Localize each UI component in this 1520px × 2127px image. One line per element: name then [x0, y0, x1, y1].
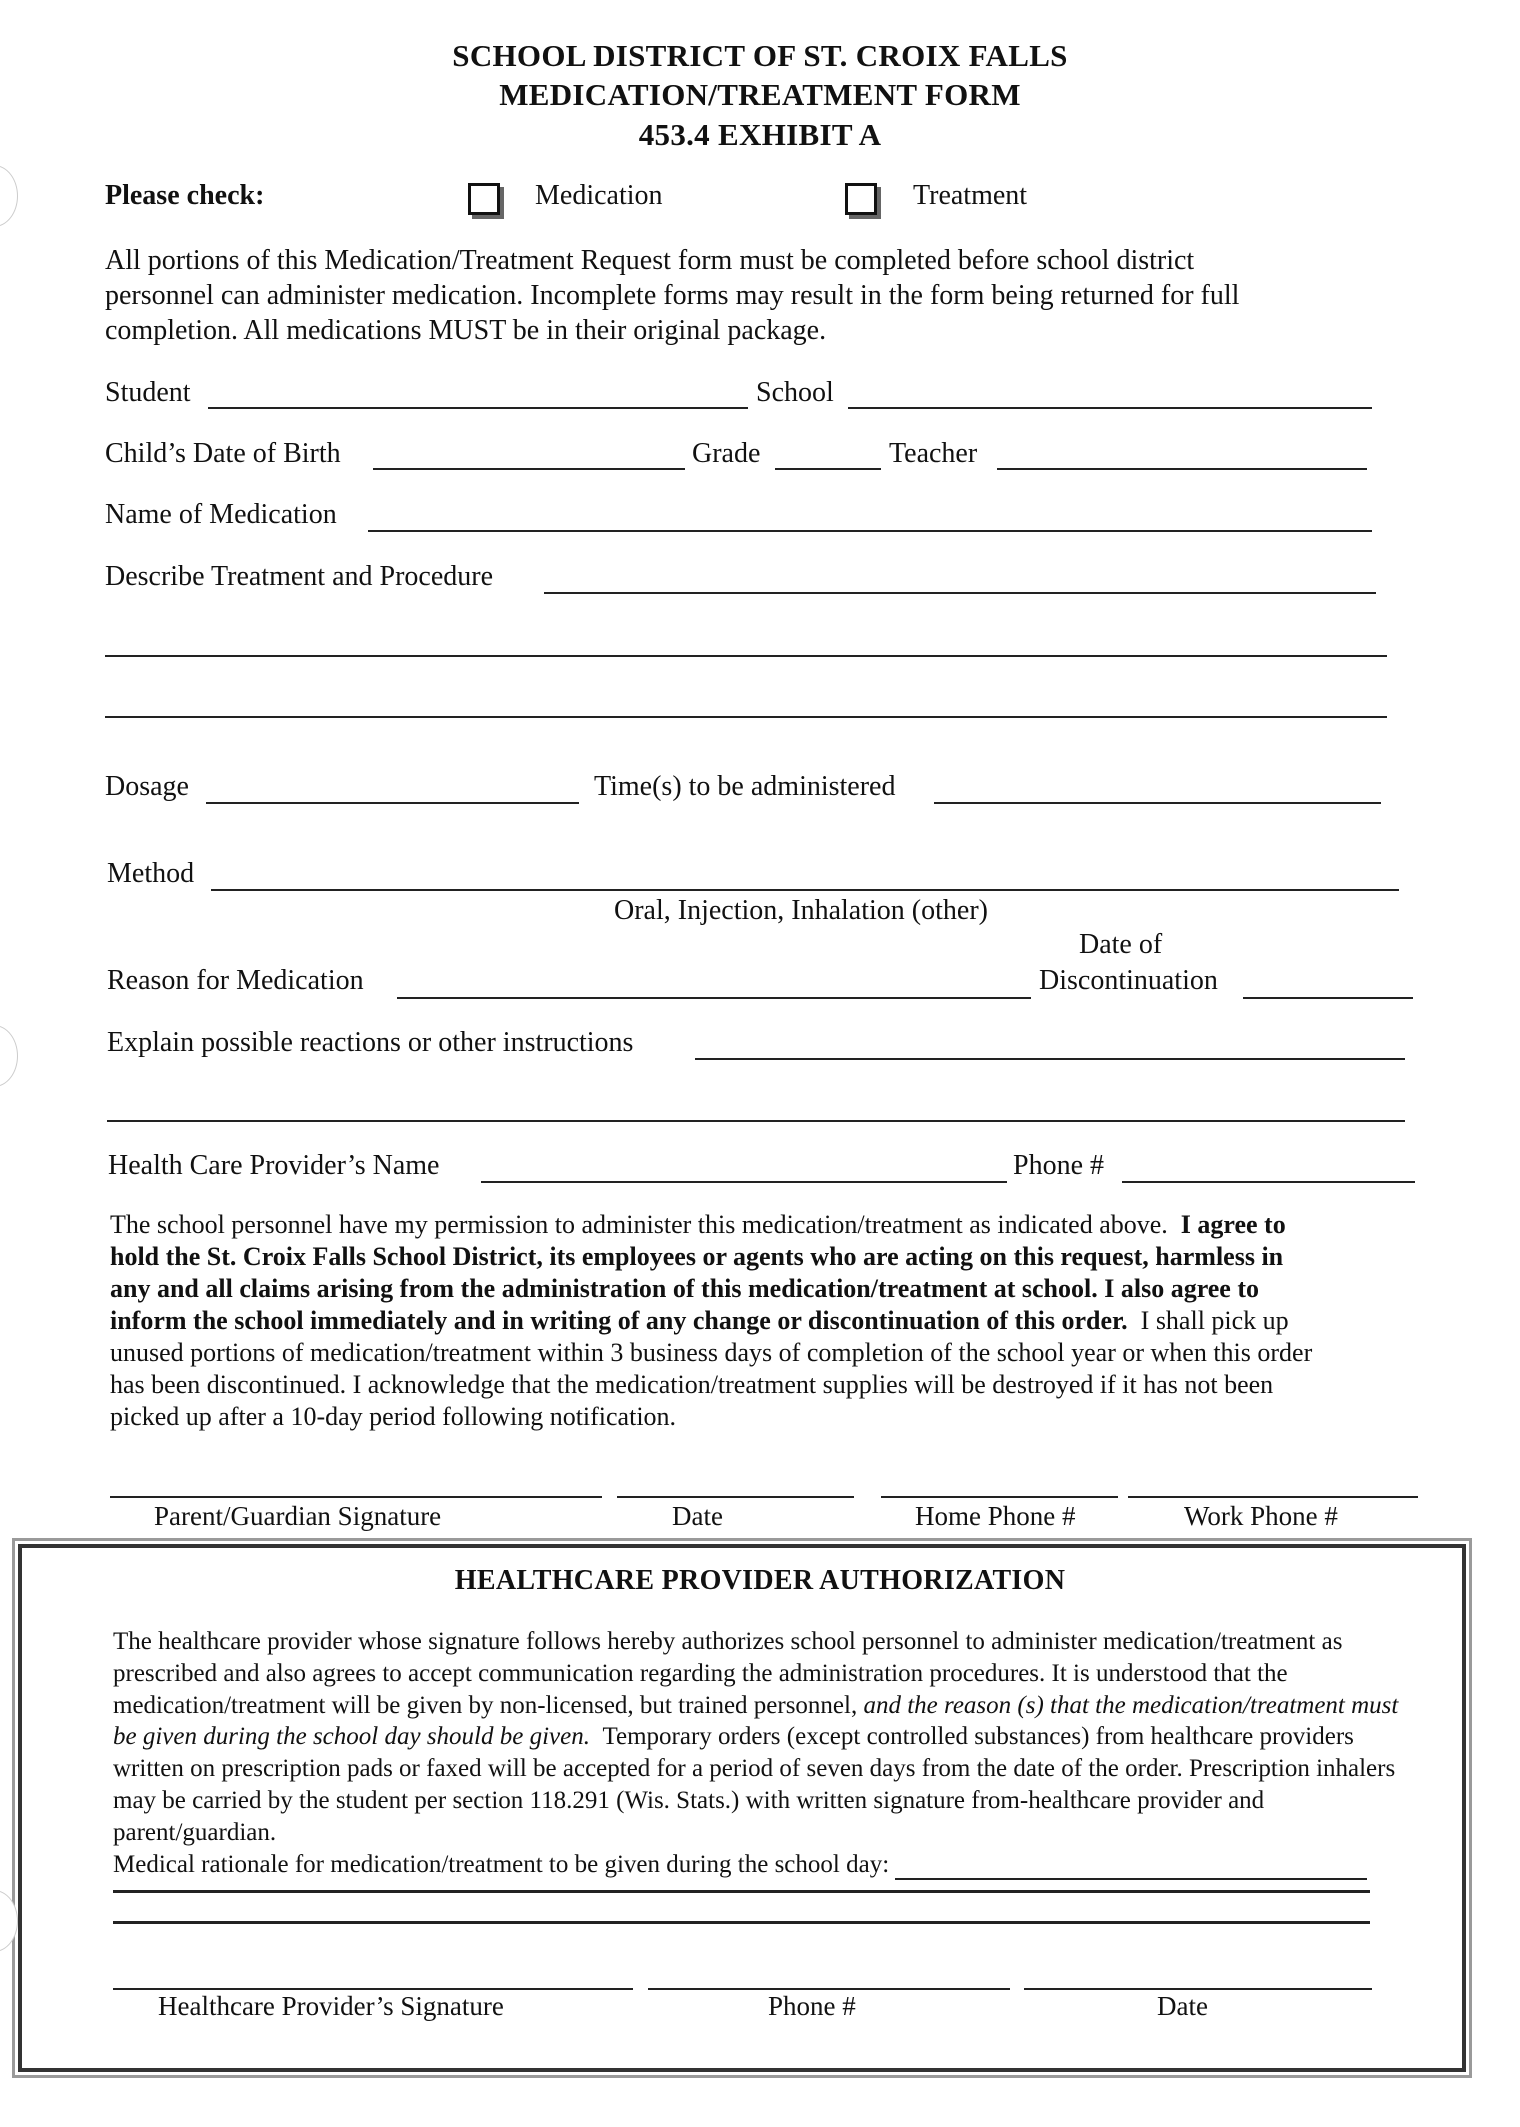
reactions-field[interactable] [695, 1058, 1405, 1060]
student-field[interactable] [208, 407, 748, 409]
dosage-label: Dosage [105, 771, 189, 802]
dob-label: Child’s Date of Birth [105, 438, 341, 469]
method-field[interactable] [211, 889, 1399, 891]
provider-signature-label: Healthcare Provider’s Signature [158, 1991, 504, 2021]
treatment-field-line-3[interactable] [105, 716, 1387, 718]
consent-paragraph [110, 1209, 1312, 1433]
treatment-field-line-2[interactable] [105, 655, 1387, 657]
school-field[interactable] [848, 407, 1372, 409]
provider-text: written on prescription pads or faxed will be accepted for a period of seven days from the date of the order. Prescription inhalers [113, 1755, 1396, 1783]
rationale-label: Medical rationale for medication/treatment to be given during the school day: [113, 1850, 890, 1878]
reactions-label: Explain possible reactions or other instructions [107, 1027, 634, 1058]
provider-text: may be carried by the student per section 118.291 (Wis. Stats.) with written signature from-healthcare provider and [113, 1786, 1265, 1814]
form-title-line2: MEDICATION/TREATMENT FORM [499, 77, 1021, 112]
consent-bold-text: hold the St. Croix Falls School District, its employees or agents who are acting on this request, harmless in [110, 1242, 1284, 1271]
grade-label: Grade [692, 438, 761, 469]
provider-phone-field[interactable] [1122, 1181, 1415, 1183]
school-label: School [756, 377, 834, 408]
treatment-field[interactable] [544, 592, 1376, 594]
provider-authorization-paragraph [113, 1626, 1398, 1880]
dosage-field[interactable] [206, 802, 579, 804]
consent-text: The school personnel have my permission to administer this medication/treatment as indicated above. [110, 1210, 1168, 1239]
medication-name-label: Name of Medication [105, 499, 337, 530]
grade-field[interactable] [775, 468, 881, 470]
discontinuation-label-line1: Date of [1079, 929, 1163, 960]
student-label: Student [105, 377, 191, 408]
discontinuation-label-line2: Discontinuation [1039, 965, 1218, 996]
reason-label: Reason for Medication [107, 965, 364, 996]
consent-text: has been discontinued. I acknowledge that the medication/treatment supplies will be destroyed if it has not been [110, 1370, 1274, 1399]
medication-checkbox[interactable] [468, 183, 500, 215]
discontinuation-date-field[interactable] [1243, 997, 1413, 999]
reactions-field-line-2[interactable] [107, 1120, 1405, 1122]
binder-hole [0, 1890, 18, 1952]
form-title-line3: 453.4 EXHIBIT A [638, 117, 882, 152]
form-title-line1: SCHOOL DISTRICT OF ST. CROIX FALLS [452, 38, 1068, 73]
provider-phone-label: Phone # [1013, 1150, 1104, 1181]
times-field[interactable] [934, 802, 1381, 804]
work-phone-label: Work Phone # [1184, 1501, 1338, 1531]
intro-paragraph [105, 243, 1239, 348]
consent-bold-text: inform the school immediately and in writing of any change or discontinuation of this order. [110, 1306, 1128, 1335]
consent-text: unused portions of medication/treatment within 3 business days of completion of the school year or when this order [110, 1338, 1313, 1367]
provider-authorization-heading: HEALTHCARE PROVIDER AUTHORIZATION [454, 1565, 1066, 1596]
provider-name-field[interactable] [481, 1181, 1007, 1183]
parent-signature-field[interactable] [110, 1496, 602, 1498]
method-label: Method [107, 858, 195, 889]
provider-text: The healthcare provider whose signature follows hereby authorizes school personnel to administer medication/treatment as [113, 1628, 1343, 1655]
rationale-field-line-2[interactable] [113, 1890, 1370, 1893]
intro-line: completion. All medications MUST be in their original package. [105, 315, 827, 346]
provider-text: parent/guardian. [113, 1818, 277, 1846]
times-label: Time(s) to be administered [594, 771, 896, 802]
method-hint: Oral, Injection, Inhalation (other) [614, 895, 988, 926]
consent-text: picked up after a 10-day period following notification. [110, 1402, 677, 1431]
please-check-label: Please check: [105, 180, 265, 211]
binder-hole [0, 165, 18, 227]
consent-bold-text: any and all claims arising from the administration of this medication/treatment at school. I also agree to [110, 1274, 1260, 1303]
dob-field[interactable] [373, 468, 685, 470]
provider-sig-date-label: Date [1157, 1991, 1208, 2021]
reason-field[interactable] [397, 997, 1031, 999]
rationale-field[interactable] [895, 1878, 1367, 1880]
binder-hole [0, 1025, 18, 1087]
provider-text: Temporary orders (except controlled substances) from healthcare providers [602, 1723, 1354, 1751]
provider-sig-phone-field[interactable] [648, 1988, 1010, 1990]
treatment-label: Describe Treatment and Procedure [105, 561, 493, 592]
consent-text: I shall pick up [1140, 1306, 1289, 1335]
work-phone-field[interactable] [1128, 1496, 1418, 1498]
provider-signature-field[interactable] [113, 1988, 633, 1990]
parent-signature-label: Parent/Guardian Signature [154, 1501, 442, 1531]
medication-option-label: Medication [535, 180, 663, 211]
provider-sig-date-field[interactable] [1024, 1988, 1372, 1990]
treatment-option-label: Treatment [913, 180, 1028, 211]
treatment-checkbox[interactable] [845, 183, 877, 215]
provider-italic-text: and the reason (s) that the medication/treatment must [863, 1691, 1399, 1719]
provider-sig-phone-label: Phone # [768, 1991, 856, 2021]
parent-date-label: Date [672, 1501, 723, 1531]
teacher-field[interactable] [997, 468, 1367, 470]
parent-date-field[interactable] [617, 1496, 854, 1498]
intro-line: personnel can administer medication. Incomplete forms may result in the form being returned for full [105, 280, 1240, 311]
provider-text: prescribed and also agrees to accept communication regarding the administration procedures. It is understood that the [113, 1659, 1288, 1687]
consent-bold-text: I agree to [1180, 1210, 1286, 1239]
home-phone-label: Home Phone # [915, 1501, 1076, 1531]
provider-text: medication/treatment will be given by non-licensed, but trained personnel, [113, 1691, 858, 1719]
medication-name-field[interactable] [368, 530, 1372, 532]
home-phone-field[interactable] [881, 1496, 1118, 1498]
intro-line: All portions of this Medication/Treatment Request form must be completed before school district [105, 245, 1195, 276]
teacher-label: Teacher [889, 438, 978, 469]
provider-italic-text: be given during the school day should be given. [113, 1723, 590, 1751]
provider-name-label: Health Care Provider’s Name [108, 1150, 440, 1181]
rationale-field-line-3[interactable] [113, 1921, 1370, 1924]
